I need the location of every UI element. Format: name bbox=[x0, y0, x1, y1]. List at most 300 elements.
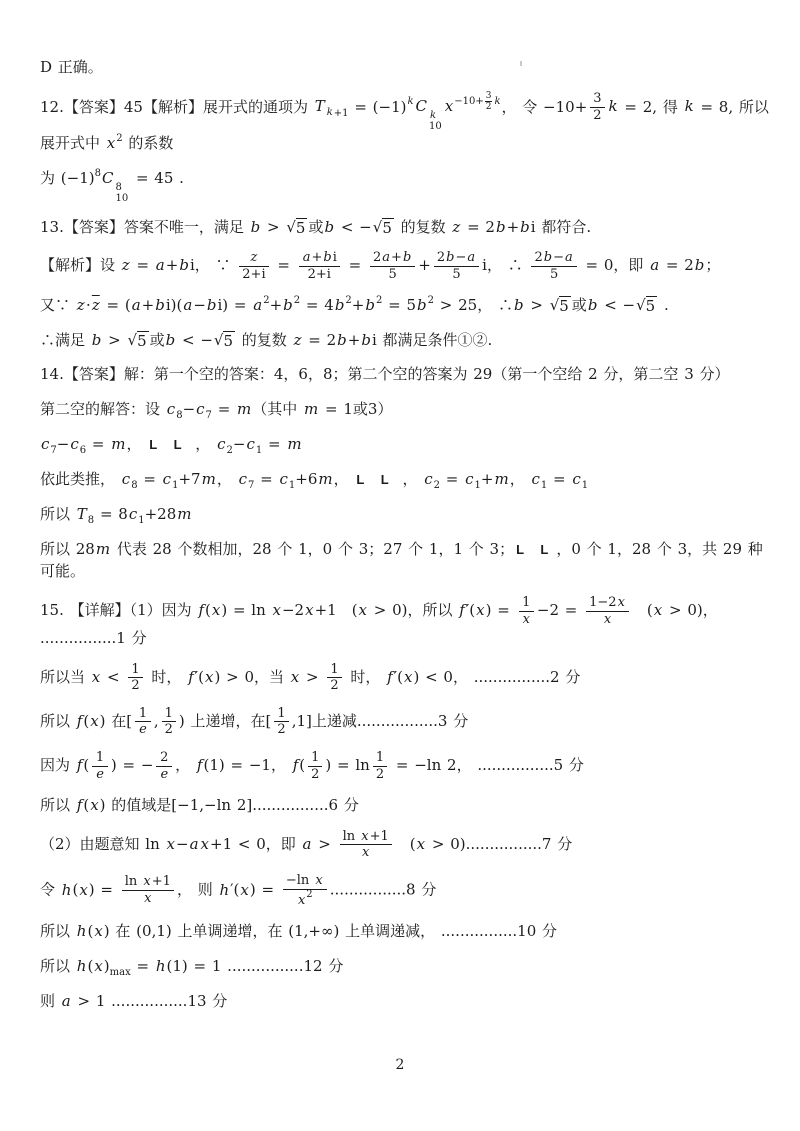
math-variable: h bbox=[76, 956, 87, 975]
text-run: 2 bbox=[311, 766, 320, 782]
text-run: i) = bbox=[217, 296, 253, 315]
math-variable: a bbox=[183, 296, 193, 315]
text-run: 1 bbox=[172, 479, 179, 491]
math-variable: z bbox=[121, 256, 130, 275]
math-variable: c bbox=[162, 469, 172, 488]
fraction bbox=[156, 750, 172, 782]
math-variable: m bbox=[287, 434, 302, 453]
math-variable: m bbox=[237, 399, 252, 418]
math-variable: m bbox=[304, 399, 319, 418]
math-variable: h bbox=[155, 956, 166, 975]
superscript bbox=[95, 168, 101, 179]
text-run: = 2, 得 bbox=[618, 97, 684, 116]
text-run: ， bbox=[333, 469, 355, 488]
math-variable: b bbox=[206, 296, 217, 315]
math-variable: x bbox=[144, 891, 152, 907]
text-run: 5 bbox=[137, 331, 147, 350]
text-run: ∴满足 bbox=[40, 330, 91, 349]
fraction-numerator bbox=[239, 250, 268, 267]
text-run: ................8 分 bbox=[329, 880, 437, 899]
text-run: 2+i bbox=[242, 266, 266, 282]
sub-sup-stack bbox=[429, 110, 442, 132]
math-variable: x bbox=[106, 134, 116, 153]
radicand bbox=[559, 296, 571, 315]
text-run: = −ln 2， ................5 分 bbox=[390, 756, 584, 775]
math-variable: c bbox=[196, 399, 205, 418]
math-variable: b bbox=[513, 296, 524, 315]
math-variable: f bbox=[198, 601, 204, 620]
fraction-denominator bbox=[531, 267, 576, 283]
stack-subscript bbox=[115, 193, 128, 204]
math-variable: e bbox=[160, 766, 169, 782]
text-run: 因为 bbox=[40, 756, 76, 775]
math-variable: k bbox=[494, 96, 501, 108]
text-run: ， bbox=[216, 469, 238, 488]
text-run: ( bbox=[394, 834, 416, 853]
text-run: 1 bbox=[138, 705, 148, 721]
fraction-denominator bbox=[373, 767, 387, 783]
line-q15-sign bbox=[40, 662, 770, 694]
math-variable: a bbox=[302, 834, 312, 853]
math-variable: b bbox=[334, 296, 345, 315]
fraction-numerator bbox=[590, 91, 604, 108]
text-run: = bbox=[342, 256, 367, 275]
text-run: 8 bbox=[131, 479, 138, 491]
line-q14-induction bbox=[40, 468, 770, 491]
math-variable: x bbox=[94, 956, 103, 975]
fraction bbox=[299, 250, 340, 282]
line-q15-h-monotonic bbox=[40, 920, 770, 943]
text-run: 所以 bbox=[40, 504, 76, 523]
math-variable: b bbox=[250, 217, 261, 236]
fraction-numerator bbox=[308, 750, 322, 767]
text-run: > bbox=[102, 330, 127, 349]
math-variable: x bbox=[617, 594, 625, 610]
text-run: 10 bbox=[115, 192, 129, 204]
math-variable: b bbox=[324, 217, 335, 236]
text-run: 1 bbox=[330, 661, 339, 677]
text-run: 8 bbox=[94, 167, 101, 179]
fraction-numerator bbox=[299, 250, 340, 267]
line-q15-part1 bbox=[40, 595, 770, 650]
text-run: = bbox=[254, 469, 279, 488]
text-run: ′( bbox=[393, 667, 403, 686]
text-run: + bbox=[347, 330, 361, 349]
text-run: ， bbox=[189, 434, 217, 453]
text-run: 3 bbox=[593, 91, 602, 107]
text-run: = (−1) bbox=[348, 97, 407, 116]
math-variable: c bbox=[128, 504, 138, 523]
math-variable: k bbox=[407, 96, 414, 108]
math-variable: h bbox=[61, 880, 72, 899]
math-variable: m bbox=[494, 469, 509, 488]
stack-superscript bbox=[115, 182, 128, 193]
math-variable: a bbox=[155, 256, 165, 275]
text-run: 7 bbox=[50, 444, 57, 456]
text-run: 代表 28 个数相加，28 个 1，0 个 3；27 个 1，1 个 3； bbox=[111, 539, 515, 558]
fraction-denominator bbox=[308, 767, 322, 783]
overline-conjugate bbox=[91, 296, 101, 314]
text-run: i 都符合. bbox=[530, 217, 592, 236]
math-variable: h bbox=[76, 922, 87, 941]
text-run: 5 bbox=[452, 266, 461, 282]
fraction bbox=[434, 250, 479, 282]
subscript bbox=[326, 107, 349, 118]
text-run: 2 bbox=[330, 678, 339, 694]
text-run: 2 bbox=[485, 102, 492, 113]
line-q15-hmax bbox=[40, 955, 770, 978]
radical-sign: √ bbox=[372, 217, 383, 236]
math-variable: a bbox=[467, 250, 476, 266]
text-run: 1 bbox=[255, 444, 263, 456]
text-run: 时， bbox=[145, 667, 188, 686]
text-run: − bbox=[176, 834, 189, 853]
fraction bbox=[92, 750, 108, 782]
text-run: ln bbox=[342, 828, 361, 844]
text-run: 8 bbox=[87, 514, 95, 526]
text-run: 2 bbox=[263, 295, 270, 307]
math-variable: k bbox=[430, 110, 437, 122]
text-run: 2 bbox=[593, 107, 602, 123]
text-run: +1 bbox=[151, 874, 171, 890]
math-variable: z bbox=[293, 330, 302, 349]
radical-sign: √ bbox=[127, 330, 138, 349]
text-run: 2 bbox=[436, 250, 446, 266]
text-run: (1) = −1， bbox=[203, 756, 292, 775]
math-variable: e bbox=[139, 722, 147, 738]
fraction-denominator bbox=[370, 267, 415, 283]
text-run: 或 bbox=[308, 217, 324, 236]
radicand bbox=[382, 218, 394, 237]
radicand bbox=[137, 331, 149, 350]
text-run: < − bbox=[598, 296, 636, 315]
math-variable: x bbox=[476, 601, 485, 620]
fraction-denominator bbox=[274, 722, 288, 738]
math-variable: e bbox=[96, 766, 104, 782]
text-run: ) = bbox=[249, 880, 280, 899]
math-variable: m bbox=[318, 469, 333, 488]
text-run: ， bbox=[126, 434, 148, 453]
math-variable: b bbox=[155, 296, 165, 315]
text-run: = bbox=[271, 256, 296, 275]
text-run: = 2 bbox=[660, 256, 694, 275]
text-run: − bbox=[182, 399, 196, 418]
line-q14-setup bbox=[40, 398, 770, 421]
text-run: − bbox=[455, 250, 467, 266]
text-run: = 2 bbox=[461, 217, 495, 236]
text-run: +28 bbox=[144, 504, 177, 523]
text-run: 1 bbox=[522, 594, 531, 610]
text-run: ， 令 −10+ bbox=[501, 97, 588, 116]
text-run: = 5 bbox=[382, 296, 417, 315]
math-variable: x bbox=[416, 834, 426, 853]
radical-sign: √ bbox=[549, 296, 560, 315]
text-run: −ln bbox=[285, 872, 315, 888]
text-run: +1 bbox=[333, 107, 349, 119]
text-run: . bbox=[658, 296, 669, 315]
text-run: 2 bbox=[164, 722, 173, 738]
text-run: + bbox=[165, 256, 179, 275]
text-run: 10 bbox=[429, 121, 442, 133]
fraction-denominator bbox=[299, 267, 340, 283]
text-run: 3 bbox=[485, 90, 492, 101]
fraction-denominator bbox=[128, 678, 142, 694]
text-run: 2 bbox=[345, 295, 352, 307]
text-run: = bbox=[130, 956, 155, 975]
math-variable: x bbox=[653, 601, 663, 620]
document-content bbox=[40, 56, 770, 1024]
text-run: 5 bbox=[382, 218, 392, 237]
math-variable: b bbox=[365, 296, 375, 315]
text-run: ( bbox=[83, 796, 90, 815]
text-run: 则 bbox=[40, 991, 61, 1010]
math-variable: b bbox=[587, 296, 598, 315]
text-run: 2 bbox=[373, 250, 382, 266]
text-run: = bbox=[211, 399, 237, 418]
fraction bbox=[340, 829, 392, 861]
text-run: i， ∴ bbox=[482, 256, 529, 275]
text-run: 2 bbox=[277, 722, 286, 738]
math-variable: b bbox=[520, 217, 530, 236]
page-number: 2 bbox=[395, 1057, 405, 1073]
text-run: 2 bbox=[427, 295, 434, 307]
text-run: ) 在 (0,1) 上单调递增，在 (1,+∞) 上单调递减， ................10 分 bbox=[103, 922, 558, 941]
text-run: 2 bbox=[160, 750, 169, 766]
line-q15-range bbox=[40, 794, 770, 817]
text-run: ； bbox=[705, 256, 721, 275]
text-run: < − bbox=[335, 217, 372, 236]
fraction bbox=[239, 250, 268, 282]
fraction-numerator bbox=[340, 829, 392, 846]
text-run: > bbox=[300, 667, 325, 686]
fraction bbox=[586, 595, 629, 627]
text-run: ( bbox=[83, 711, 90, 730]
fraction-numerator bbox=[122, 874, 174, 891]
text-run: 6 bbox=[79, 444, 87, 456]
text-run: − bbox=[553, 250, 564, 266]
text-run: ) > 0，当 bbox=[214, 667, 290, 686]
text-run: 的系数 bbox=[122, 134, 174, 153]
text-run: 为 (−1) bbox=[40, 168, 95, 187]
text-run: 5 bbox=[645, 297, 656, 316]
text-run: max bbox=[109, 966, 131, 978]
fraction bbox=[128, 662, 142, 694]
text-run: 所以 bbox=[40, 922, 76, 941]
fraction-denominator bbox=[239, 267, 268, 283]
line-q15-part2 bbox=[40, 829, 770, 861]
math-variable: a bbox=[565, 250, 573, 266]
fraction-numerator bbox=[274, 706, 288, 723]
math-variable: a bbox=[302, 250, 311, 266]
text-run: > 0)， ................1 分 bbox=[40, 601, 724, 648]
math-variable: b bbox=[417, 296, 427, 315]
text-run: ) 在[ bbox=[99, 711, 133, 730]
text-run: = 0，即 bbox=[579, 256, 650, 275]
math-variable: f bbox=[196, 756, 203, 775]
superscript bbox=[454, 90, 501, 113]
text-run: 1 bbox=[95, 750, 105, 766]
text-run: 2 bbox=[433, 479, 440, 491]
fraction-denominator bbox=[327, 678, 341, 694]
text-run: = 1或3） bbox=[319, 399, 393, 418]
text-run: 所以当 bbox=[40, 667, 91, 686]
fraction bbox=[590, 91, 604, 123]
text-run: ，0 个 1，28 个 3，共 29 种可能。 bbox=[40, 539, 763, 581]
math-variable: c bbox=[166, 399, 176, 418]
text-run: 7 bbox=[248, 479, 255, 491]
sqrt-radical bbox=[373, 218, 394, 237]
text-run: ′( bbox=[230, 880, 240, 899]
math-variable: m bbox=[95, 539, 111, 558]
math-variable: c bbox=[217, 434, 226, 453]
text-run: + bbox=[311, 250, 323, 266]
text-run: 5 bbox=[223, 331, 234, 350]
fraction-numerator bbox=[283, 873, 327, 890]
text-run: 【解析】设 bbox=[40, 256, 121, 275]
text-run: 2 bbox=[375, 295, 383, 307]
text-run: ) = − bbox=[110, 756, 154, 775]
fraction-denominator bbox=[434, 267, 479, 283]
math-variable: x bbox=[205, 667, 214, 686]
text-run: ,1]上递减.................3 分 bbox=[291, 711, 469, 730]
radical-sign: √ bbox=[636, 296, 646, 315]
text-run: ( bbox=[87, 956, 94, 975]
text-run: 所以 bbox=[40, 956, 76, 975]
fraction bbox=[519, 595, 534, 627]
math-variable: c bbox=[70, 434, 79, 453]
math-variable: z bbox=[452, 217, 461, 236]
fraction bbox=[162, 706, 176, 738]
math-variable: x bbox=[290, 667, 300, 686]
math-variable: k bbox=[326, 107, 333, 119]
text-run: > 0)................7 分 bbox=[426, 834, 573, 853]
fraction-denominator bbox=[586, 612, 629, 628]
fraction bbox=[308, 750, 322, 782]
ellipsis-glyphs: L L bbox=[149, 436, 188, 452]
math-variable: m bbox=[111, 434, 126, 453]
sqrt-radical bbox=[286, 218, 307, 237]
math-variable: a bbox=[253, 296, 263, 315]
math-variable: x bbox=[94, 922, 103, 941]
math-variable: f bbox=[188, 667, 194, 686]
text-run: − bbox=[193, 296, 206, 315]
math-variable: x bbox=[404, 667, 413, 686]
math-variable: f bbox=[459, 601, 465, 620]
sqrt-radical bbox=[128, 331, 149, 350]
math-variable: x bbox=[143, 874, 151, 890]
text-run: < bbox=[101, 667, 126, 686]
stack-superscript bbox=[429, 110, 442, 121]
line-q13-answer bbox=[40, 216, 770, 239]
math-variable: f bbox=[76, 756, 83, 775]
text-run: > 0)，所以 bbox=[368, 601, 459, 620]
text-run: 1 bbox=[581, 479, 589, 491]
math-variable: x bbox=[166, 834, 176, 853]
text-run: ⋅ bbox=[85, 296, 91, 315]
line-q15-values bbox=[40, 750, 770, 782]
text-run: 时， bbox=[344, 667, 387, 686]
math-variable: x bbox=[362, 845, 370, 861]
text-run: 1 bbox=[131, 661, 140, 677]
math-variable: b bbox=[91, 330, 102, 349]
text-run: 5 bbox=[295, 218, 306, 237]
text-run: ) bbox=[103, 956, 110, 975]
math-variable: f bbox=[387, 667, 393, 686]
text-run: 2 bbox=[226, 444, 233, 456]
fraction bbox=[370, 250, 415, 282]
text-run: ′( bbox=[465, 601, 476, 620]
fraction-denominator bbox=[340, 845, 392, 861]
text-run: +1 < 0，即 bbox=[210, 834, 302, 853]
math-variable: b bbox=[694, 256, 705, 275]
text-run: + bbox=[351, 296, 365, 315]
text-run: > bbox=[524, 296, 549, 315]
radicand bbox=[296, 218, 308, 237]
text-run: > bbox=[312, 834, 337, 853]
radicand bbox=[646, 296, 658, 315]
text-run: = bbox=[440, 469, 465, 488]
text-run: ) < 0， ................2 分 bbox=[413, 667, 581, 686]
text-run: − bbox=[232, 434, 246, 453]
math-variable: b bbox=[337, 330, 347, 349]
text-run: +1 ( bbox=[314, 601, 358, 620]
math-variable: b bbox=[361, 330, 371, 349]
text-run: ， bbox=[396, 469, 424, 488]
text-run: = ( bbox=[100, 296, 131, 315]
math-variable: b bbox=[402, 250, 412, 266]
text-run: = bbox=[137, 469, 162, 488]
fraction-numerator bbox=[162, 706, 176, 723]
math-variable: T bbox=[76, 504, 87, 523]
text-run: ( bbox=[83, 756, 90, 775]
line-q12-answer bbox=[40, 91, 770, 155]
math-variable: x bbox=[240, 880, 249, 899]
math-variable: a bbox=[61, 991, 71, 1010]
text-run: ) 的值域是[−1,−ln 2]................6 分 bbox=[99, 796, 359, 815]
text-run: 5 bbox=[549, 266, 559, 282]
text-run: , bbox=[153, 711, 159, 730]
text-run: 1 bbox=[164, 705, 173, 721]
math-variable: f bbox=[292, 756, 299, 775]
text-run: ( bbox=[87, 922, 94, 941]
superscript bbox=[306, 889, 312, 900]
math-variable: b bbox=[323, 250, 332, 266]
fraction bbox=[373, 750, 387, 782]
text-run: = 2 bbox=[302, 330, 337, 349]
math-variable: c bbox=[465, 469, 474, 488]
text-run: (1) = 1 ................12 分 bbox=[166, 956, 344, 975]
text-run: D 正确。 bbox=[40, 58, 103, 76]
text-run: 所以 bbox=[40, 711, 76, 730]
math-variable: c bbox=[238, 469, 247, 488]
text-run: i)( bbox=[165, 296, 183, 315]
fraction bbox=[274, 706, 288, 738]
text-run: = 4 bbox=[300, 296, 334, 315]
text-run: = bbox=[130, 256, 155, 275]
sqrt-radical bbox=[214, 331, 235, 350]
text-run: 2 bbox=[375, 766, 385, 782]
math-variable: c bbox=[121, 469, 131, 488]
text-run: 所以 bbox=[40, 796, 76, 815]
fraction bbox=[135, 706, 151, 738]
text-run: 15. 【详解】（1）因为 bbox=[40, 601, 198, 620]
fraction-numerator bbox=[327, 662, 341, 679]
ellipsis-glyphs: L L bbox=[356, 471, 395, 487]
math-variable: a bbox=[189, 834, 199, 853]
text-run: ， bbox=[509, 469, 531, 488]
text-run: 1−2 bbox=[589, 594, 617, 610]
text-run: 又∵ bbox=[40, 296, 76, 315]
